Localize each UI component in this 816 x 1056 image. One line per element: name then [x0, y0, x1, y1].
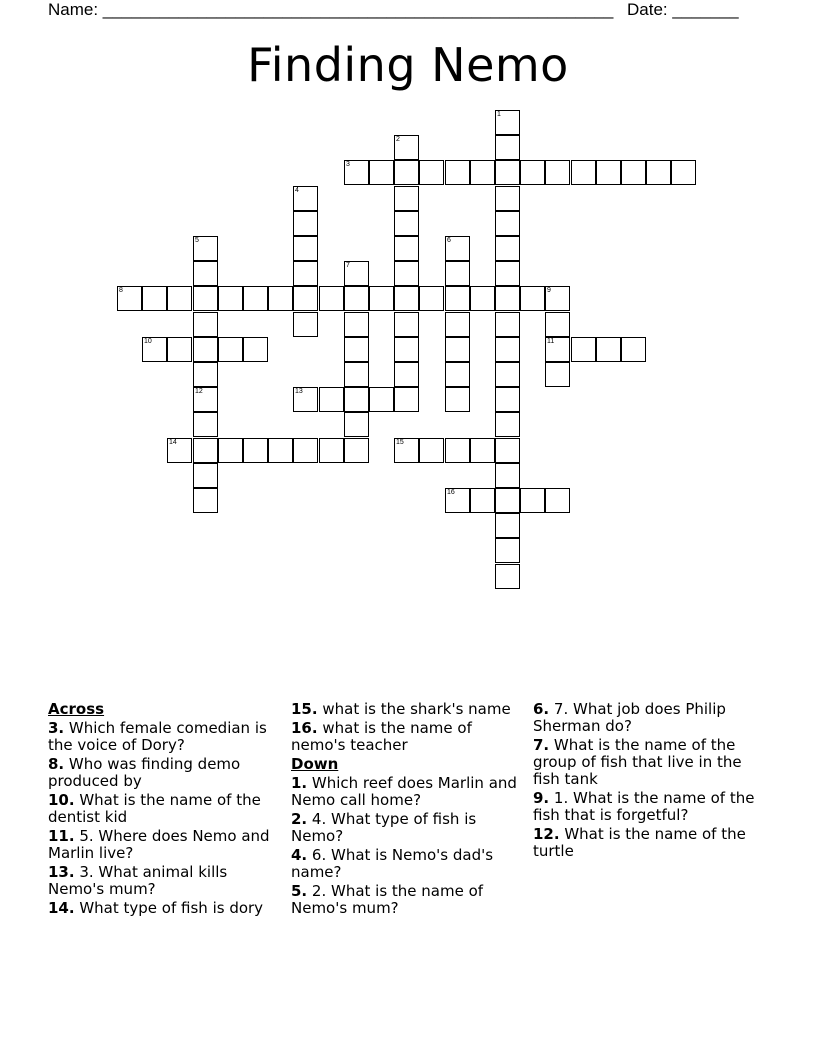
grid-cell[interactable]: [344, 337, 369, 362]
clue-number: 6.: [533, 700, 550, 718]
clue-number: 5.: [291, 882, 308, 900]
grid-cell[interactable]: [646, 160, 671, 185]
clue-item: [48, 792, 288, 826]
grid-cell[interactable]: [344, 362, 369, 387]
grid-cell[interactable]: [319, 286, 344, 311]
cell-number: 9: [547, 287, 551, 294]
grid-cell[interactable]: [495, 110, 520, 135]
clue-number: 14.: [48, 899, 75, 917]
clue-number: 10.: [48, 791, 75, 809]
clue-number: 12.: [533, 825, 560, 843]
cell-number: 12: [195, 388, 203, 395]
clue-item: [291, 720, 531, 754]
grid-cell[interactable]: [167, 337, 192, 362]
grid-cell[interactable]: [495, 488, 520, 513]
clue-item: [291, 883, 531, 917]
clue-text: what is the name of nemo's teacher: [291, 719, 472, 754]
grid-cell[interactable]: [243, 337, 268, 362]
grid-cell[interactable]: [394, 438, 419, 463]
clue-number: 3.: [48, 719, 65, 737]
grid-cell[interactable]: [167, 438, 192, 463]
clue-item: [48, 900, 288, 917]
clue-text: 1. What is the name of the fish that is forgetful?: [533, 789, 755, 824]
clue-text: 3. What animal kills Nemo's mum?: [48, 863, 228, 898]
grid-cell[interactable]: [344, 160, 369, 185]
grid-cell[interactable]: [520, 286, 545, 311]
grid-cell[interactable]: [268, 438, 293, 463]
grid-cell[interactable]: [167, 286, 192, 311]
grid-cell[interactable]: [243, 286, 268, 311]
grid-cell[interactable]: [394, 312, 419, 337]
grid-cell[interactable]: [470, 160, 495, 185]
grid-cell[interactable]: [470, 438, 495, 463]
grid-cell[interactable]: [193, 236, 218, 261]
name-field-label: Name: ______________________________________________________: [48, 0, 614, 19]
clue-text: What type of fish is dory: [74, 899, 264, 917]
clue-number: 15.: [291, 700, 318, 718]
grid-cell[interactable]: [369, 387, 394, 412]
clue-number: 1.: [291, 774, 308, 792]
grid-cell[interactable]: [268, 286, 293, 311]
cell-number: 2: [396, 136, 400, 143]
grid-cell[interactable]: [193, 362, 218, 387]
grid-cell[interactable]: [117, 286, 142, 311]
clue-column-3: [533, 701, 773, 862]
grid-cell[interactable]: [369, 160, 394, 185]
grid-cell[interactable]: [218, 286, 243, 311]
grid-cell[interactable]: [293, 286, 318, 311]
grid-cell[interactable]: [470, 286, 495, 311]
grid-cell[interactable]: [293, 186, 318, 211]
clue-number: 16.: [291, 719, 318, 737]
grid-cell[interactable]: [394, 337, 419, 362]
grid-cell[interactable]: [394, 261, 419, 286]
grid-cell[interactable]: [445, 160, 470, 185]
cell-number: 10: [144, 338, 152, 345]
clue-text: Which reef does Marlin and Nemo call home?: [291, 774, 517, 809]
clue-text: What is the name of the turtle: [533, 825, 746, 860]
clue-item: [291, 847, 531, 881]
grid-cell[interactable]: [293, 438, 318, 463]
cell-number: 14: [169, 439, 177, 446]
cell-number: 7: [346, 262, 350, 269]
grid-cell[interactable]: [596, 337, 621, 362]
grid-cell[interactable]: [495, 387, 520, 412]
grid-cell[interactable]: [445, 387, 470, 412]
grid-cell[interactable]: [571, 337, 596, 362]
grid-cell[interactable]: [621, 160, 646, 185]
clue-item: [533, 826, 773, 860]
grid-cell[interactable]: [545, 488, 570, 513]
clue-number: 4.: [291, 846, 308, 864]
grid-cell[interactable]: [293, 387, 318, 412]
grid-cell[interactable]: [193, 438, 218, 463]
grid-cell[interactable]: [495, 463, 520, 488]
across-heading: Across: [48, 700, 105, 718]
grid-cell[interactable]: [495, 337, 520, 362]
grid-cell[interactable]: [394, 135, 419, 160]
clue-text: 2. What is the name of Nemo's mum?: [291, 882, 484, 917]
grid-cell[interactable]: [193, 261, 218, 286]
grid-cell[interactable]: [193, 488, 218, 513]
grid-cell[interactable]: [495, 513, 520, 538]
grid-cell[interactable]: [495, 186, 520, 211]
grid-cell[interactable]: [495, 211, 520, 236]
clue-item: [533, 701, 773, 735]
grid-cell[interactable]: [369, 286, 394, 311]
grid-cell[interactable]: [193, 463, 218, 488]
grid-cell[interactable]: [394, 186, 419, 211]
clue-text: what is the shark's name: [317, 700, 511, 718]
grid-cell[interactable]: [545, 362, 570, 387]
grid-cell[interactable]: [344, 438, 369, 463]
grid-cell[interactable]: [495, 564, 520, 589]
cell-number: 3: [346, 161, 350, 168]
clue-text: Who was finding demo produced by: [48, 755, 241, 790]
grid-cell[interactable]: [293, 261, 318, 286]
grid-cell[interactable]: [571, 160, 596, 185]
grid-cell[interactable]: [394, 160, 419, 185]
cell-number: 5: [195, 237, 199, 244]
clue-text: What is the name of the group of fish that live in the fish tank: [533, 736, 742, 788]
grid-cell[interactable]: [142, 286, 167, 311]
cell-number: 13: [295, 388, 303, 395]
cell-number: 1: [497, 111, 501, 118]
grid-cell[interactable]: [445, 312, 470, 337]
grid-cell[interactable]: [520, 160, 545, 185]
grid-cell[interactable]: [193, 337, 218, 362]
date-field-label: Date: _______: [627, 0, 739, 19]
clue-item: [48, 864, 288, 898]
grid-cell[interactable]: [243, 438, 268, 463]
grid-cell[interactable]: [520, 488, 545, 513]
grid-cell[interactable]: [545, 286, 570, 311]
clue-item: [291, 811, 531, 845]
clue-item: [533, 737, 773, 788]
grid-cell[interactable]: [193, 387, 218, 412]
grid-cell[interactable]: [445, 236, 470, 261]
grid-cell[interactable]: [193, 286, 218, 311]
grid-cell[interactable]: [218, 337, 243, 362]
grid-cell[interactable]: [319, 387, 344, 412]
grid-cell[interactable]: [218, 438, 243, 463]
grid-cell[interactable]: [394, 286, 419, 311]
cell-number: 11: [547, 338, 555, 345]
grid-cell[interactable]: [193, 312, 218, 337]
grid-cell[interactable]: [445, 438, 470, 463]
puzzle-title: Finding Nemo: [247, 38, 569, 92]
clue-number: 11.: [48, 827, 75, 845]
grid-cell[interactable]: [545, 337, 570, 362]
grid-cell[interactable]: [671, 160, 696, 185]
cell-number: 6: [447, 237, 451, 244]
grid-cell[interactable]: [293, 211, 318, 236]
grid-cell[interactable]: [419, 286, 444, 311]
clue-number: 9.: [533, 789, 550, 807]
grid-cell[interactable]: [445, 337, 470, 362]
clue-item: [291, 701, 531, 718]
clue-item: [291, 775, 531, 809]
clue-item: [48, 828, 288, 862]
grid-cell[interactable]: [445, 362, 470, 387]
grid-cell[interactable]: [344, 312, 369, 337]
grid-cell[interactable]: [495, 412, 520, 437]
grid-cell[interactable]: [344, 261, 369, 286]
grid-cell[interactable]: [445, 286, 470, 311]
grid-cell[interactable]: [193, 412, 218, 437]
grid-cell[interactable]: [621, 337, 646, 362]
clue-item: [48, 756, 288, 790]
grid-cell[interactable]: [470, 488, 495, 513]
grid-cell[interactable]: [495, 160, 520, 185]
grid-cell[interactable]: [344, 286, 369, 311]
grid-cell[interactable]: [545, 160, 570, 185]
grid-cell[interactable]: [344, 412, 369, 437]
clue-column-1: [48, 701, 288, 919]
clue-number: 2.: [291, 810, 308, 828]
grid-cell[interactable]: [495, 236, 520, 261]
grid-cell[interactable]: [293, 312, 318, 337]
clue-text: 7. What job does Philip Sherman do?: [533, 700, 726, 735]
grid-cell[interactable]: [445, 488, 470, 513]
grid-cell[interactable]: [495, 286, 520, 311]
grid-cell[interactable]: [394, 236, 419, 261]
grid-cell[interactable]: [495, 438, 520, 463]
grid-cell[interactable]: [445, 261, 470, 286]
clue-text: Which female comedian is the voice of Dory?: [48, 719, 267, 754]
clue-text: 6. What is Nemo's dad's name?: [291, 846, 494, 881]
grid-cell[interactable]: [419, 160, 444, 185]
grid-cell[interactable]: [495, 261, 520, 286]
grid-cell[interactable]: [495, 135, 520, 160]
grid-cell[interactable]: [394, 362, 419, 387]
grid-cell[interactable]: [419, 438, 444, 463]
grid-cell[interactable]: [495, 312, 520, 337]
cell-number: 15: [396, 439, 404, 446]
cell-number: 16: [447, 489, 455, 496]
grid-cell[interactable]: [394, 211, 419, 236]
clue-item: [48, 720, 288, 754]
clue-item: [533, 790, 773, 824]
clue-text: 5. Where does Nemo and Marlin live?: [48, 827, 270, 862]
clue-number: 13.: [48, 863, 75, 881]
clue-text: What is the name of the dentist kid: [48, 791, 261, 826]
clue-text: 4. What type of fish is Nemo?: [291, 810, 477, 845]
grid-cell[interactable]: [596, 160, 621, 185]
grid-cell[interactable]: [293, 236, 318, 261]
cell-number: 4: [295, 187, 299, 194]
clue-number: 8.: [48, 755, 65, 773]
grid-cell[interactable]: [545, 312, 570, 337]
grid-cell[interactable]: [495, 538, 520, 563]
down-heading: Down: [291, 755, 339, 773]
clue-number: 7.: [533, 736, 550, 754]
grid-cell[interactable]: [344, 387, 369, 412]
grid-cell[interactable]: [319, 438, 344, 463]
clue-column-2: [291, 701, 531, 919]
grid-cell[interactable]: [495, 362, 520, 387]
cell-number: 8: [119, 287, 123, 294]
grid-cell[interactable]: [142, 337, 167, 362]
grid-cell[interactable]: [394, 387, 419, 412]
